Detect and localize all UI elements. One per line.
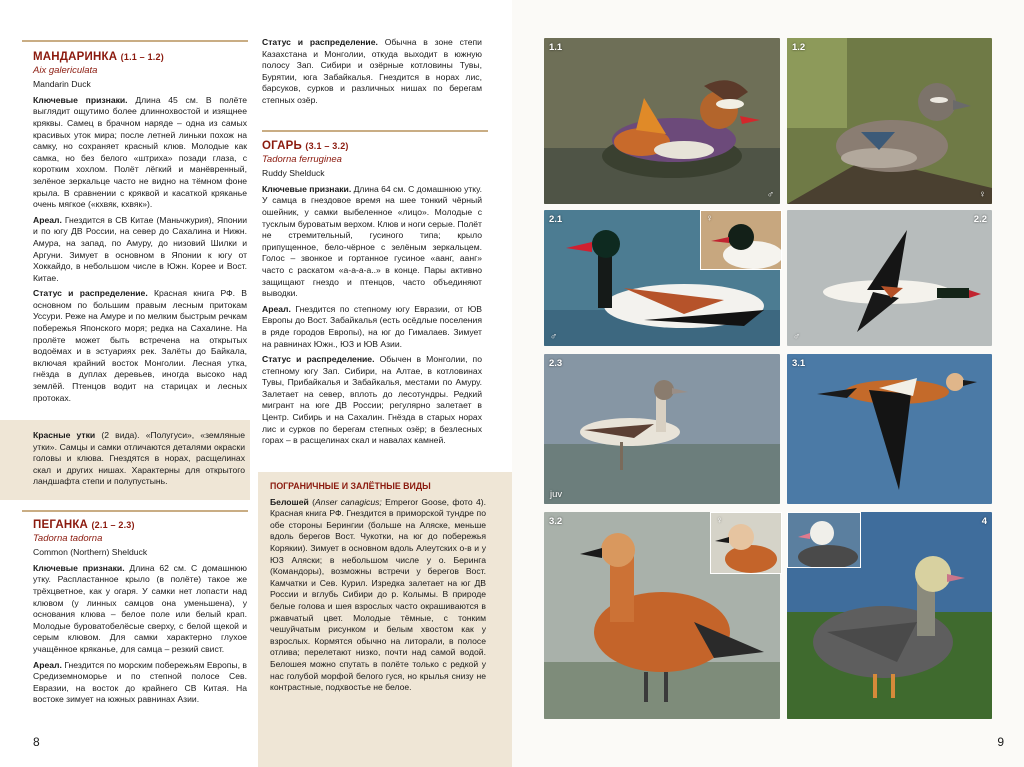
photo-label: 3.1: [792, 358, 806, 369]
photo-label: 1.2: [792, 42, 806, 53]
features-mandarin: Ключевые признаки. Длина 45 см. В полёте выглядит ощутимо более длиннохвостой и изящнее кряквы. Самец в брачном наряде – одна из самых красивых уток мира; после летней линьки похож на самку, но сохраняет красный клюв. Молодые как самка, но без белого «штриха» позади глаза, с коротким хохлом. Полёт лёгкий и манёвренный, зелёное зеркальце часто не видно на тёмном фоне крыла. В сравнении с кряквой и касаткой кряканье очень мягкое («кхвяк, кхвяк»).: [33, 94, 248, 210]
species-heading-shelduck: ПЕГАНКА (2.1 – 2.3): [33, 519, 135, 531]
status-ruddy: Статус и распределение. Обычен в Монголии, по степному югу Зап. Сибири, на Алтае, в котловинах Тувы, Прибайкалья и Забайкалья, местами по Амуру. Залетает на север, вплоть до лесотундры. Редкий мигрант на юге ДВ России; регулярно залетает в Центр. Сибирь и на Сахалин. Гнёзда в старых норах лис и сурков по берегам степных озёр; в безлесных горах – в расщелинах скал и навалах камней.: [262, 354, 482, 446]
page-number-right: 9: [997, 735, 1004, 749]
photo-shelduck-flight: [787, 210, 992, 346]
female-symbol: ♀: [716, 515, 724, 526]
range-ruddy: Ареал. Гнездится по степному югу Евразии, от ЮВ Европы до Вост. Забайкалья (есть осёдлые поселения в ряде городов Европы), на юг до Гималаев. Зимует на равнинах Южн., ЮЗ и ЮВ Азии.: [262, 303, 482, 349]
latin-name-mandarin: Aix galericulata: [33, 64, 98, 76]
latin-name-ruddy: Tadorna ferruginea: [262, 153, 342, 165]
inset-ruddy-female: [710, 512, 782, 574]
photo-ruddy-flight: [787, 354, 992, 504]
features-ruddy: Ключевые признаки. Длина 64 см. С домашнюю утку. У самца в гнездовое время на шее тонкий чёрный ошейник, у самки выбеленное «лицо». Молодые с тусклым буроватым верхом. Клюв и ноги серые. Полёт не стремительный, гусиного типа; крыло припущенное, бело-чёрное с зелёным зеркальцем. Голос – звонкое и гортанное гусиное «аанг, аанг» часто с раскатом «а-а-а-а..» в конце. Пары активно защищают гнездо и птенцов, часто объединяют выводки.: [262, 183, 482, 299]
top-rule: [22, 40, 248, 42]
column-2-ruddy: [262, 141, 482, 451]
english-name-shelduck: Common (Northern) Shelduck: [33, 547, 148, 558]
right-page: [512, 0, 1024, 767]
column-1-shelduck: [33, 520, 247, 710]
photo-label: 1.1: [549, 42, 563, 53]
english-name-ruddy: Ruddy Shelduck: [262, 168, 325, 179]
status-mandarin: Статус и распределение. Красная книга РФ. В основном по большим правым лесным притокам Уссури. Реже на Амуре и по мелким быстрым речкам побережья Японского моря; редка на Сахалине. На пролёте может быть встречена на открытых водоёмах и в эстуариях рек. Залёты до Байкала, включая крайний восток Монголии. Лесная утка, гнёзда в дуплах деревьев, иногда высоко над землёй. Птенцов водит на старицах и лесных протоках.: [33, 288, 247, 403]
photo-label: 4: [981, 516, 987, 527]
species-heading-mandarin: МАНДАРИНКА (1.1 – 1.2): [33, 51, 164, 63]
features-shelduck: Ключевые признаки. Длина 62 см. С домашнюю утку. Распластанное крыло (в полёте) такое же трёхцветное, как у огаря. У самки нет лопасти над клювом (у линных самцов она уменьшена), у основания клюва – белое поле или белый крап. Молодые буроватобелёсые сверху, с белой щекой и серым клювом. Для самки характерно глухое учащённое кряканье, для самца – резкий свист.: [33, 562, 248, 654]
photo-label: 3.2: [549, 516, 563, 527]
male-symbol: ♂: [550, 331, 558, 342]
emperor-goose-text: Белошей (Anser canagicus; Emperor Goose, фото 4). Красная книга РФ. Гнездится в приморской тундре по обе стороны Берингии (больше на Аляске, меньше вдоль берегов Вост. Чукотки, на юг до побережья Корякии). Зимует в основном вдоль Алеутских о-в и у ЮЗ Аляски; в небольшом числе у о. Беринга (Командоры), возможны встречи у берегов Вост. Камчатки и Сев. Курил. Изредка залетает на юг ДВ России и вглубь Сибири до р. Колымы. В природе белые голова и шея взрослых часто окрашиваются в ржавчатый цвет. Молодые тёмные, с тонким чешуйчатым рисунком и белым хвостом как у взрослых. Кормятся обычно на литорали, в полосе отлива; перелетают низко, почти над самой водой. Белошея можно спутать в полёте только с редкой у нас голубой морфой белого гуся, но крылья снизу не контрастные, подхвостье не белое.: [270, 496, 486, 693]
photo-mandarin-female: [787, 38, 992, 204]
female-symbol: ♀: [978, 189, 986, 200]
inset-emperor-goose-head: [787, 512, 861, 568]
inset-shelduck-female: [700, 210, 782, 270]
male-symbol: ♂: [793, 331, 801, 342]
photo-shelduck-juvenile: [544, 354, 780, 504]
red-ducks-text: Красные утки (2 вида). «Полугуси», «земляные утки». Самцы и самки отличаются деталями окраски головы и клюва. Гнездятся в норах, расщелинах скал и других нишах. Характерны для открытого ландшафта степи и полупустынь.: [33, 430, 245, 487]
species-heading-ruddy: ОГАРЬ (3.1 – 3.2): [262, 140, 349, 152]
photo-label: 2.1: [549, 214, 563, 225]
border-species-text: [270, 481, 486, 694]
male-symbol: ♂: [766, 189, 774, 200]
range-mandarin: Ареал. Гнездится в СВ Китае (Маньчжурия), Японии и по югу ДВ России, на север до Сахалина и Нижн. Амура, на запад, по Амуру, до низовий Шилки и Аргуни. Зимует в основном в Японии к югу от Хоккайдо, в небольшом числе в Южн. Корее и Вост. Китае.: [33, 214, 247, 283]
status-shelduck: Статус и распределение. Обычна в зоне степи Казахстана и Монголии, откуда выходит в южную полосу Зап. Сибири и озёрные котловины Тувы, Бурятии, юга Забайкалья. Гнездится в норах лис, барсуков, сурков и различных нишах по берегам степных озёр.: [262, 37, 482, 105]
shelduck-rule: [22, 510, 248, 512]
latin-name-shelduck: Tadorna tadorna: [33, 532, 103, 544]
female-symbol: ♀: [706, 213, 714, 224]
photo-mandarin-male: [544, 38, 780, 204]
english-name-mandarin: Mandarin Duck: [33, 79, 91, 90]
juvenile-label: juv: [550, 489, 563, 500]
range-shelduck: Ареал. Гнездится по морским побережьям Европы, в Средиземноморье и по степной полосе Сев. Евразии, на восток до крайнего СВ Китая. На востоке зимует на южных равнинах Азии.: [33, 659, 247, 705]
column-2: [262, 37, 482, 111]
border-species-title: ПОГРАНИЧНЫЕ И ЗАЛЁТНЫЕ ВИДЫ: [270, 481, 431, 491]
photo-label: 2.3: [549, 358, 563, 369]
ruddy-rule: [262, 130, 488, 132]
column-1: [33, 52, 247, 408]
page-number-left: 8: [33, 735, 40, 749]
photo-label: 2.2: [973, 214, 987, 225]
